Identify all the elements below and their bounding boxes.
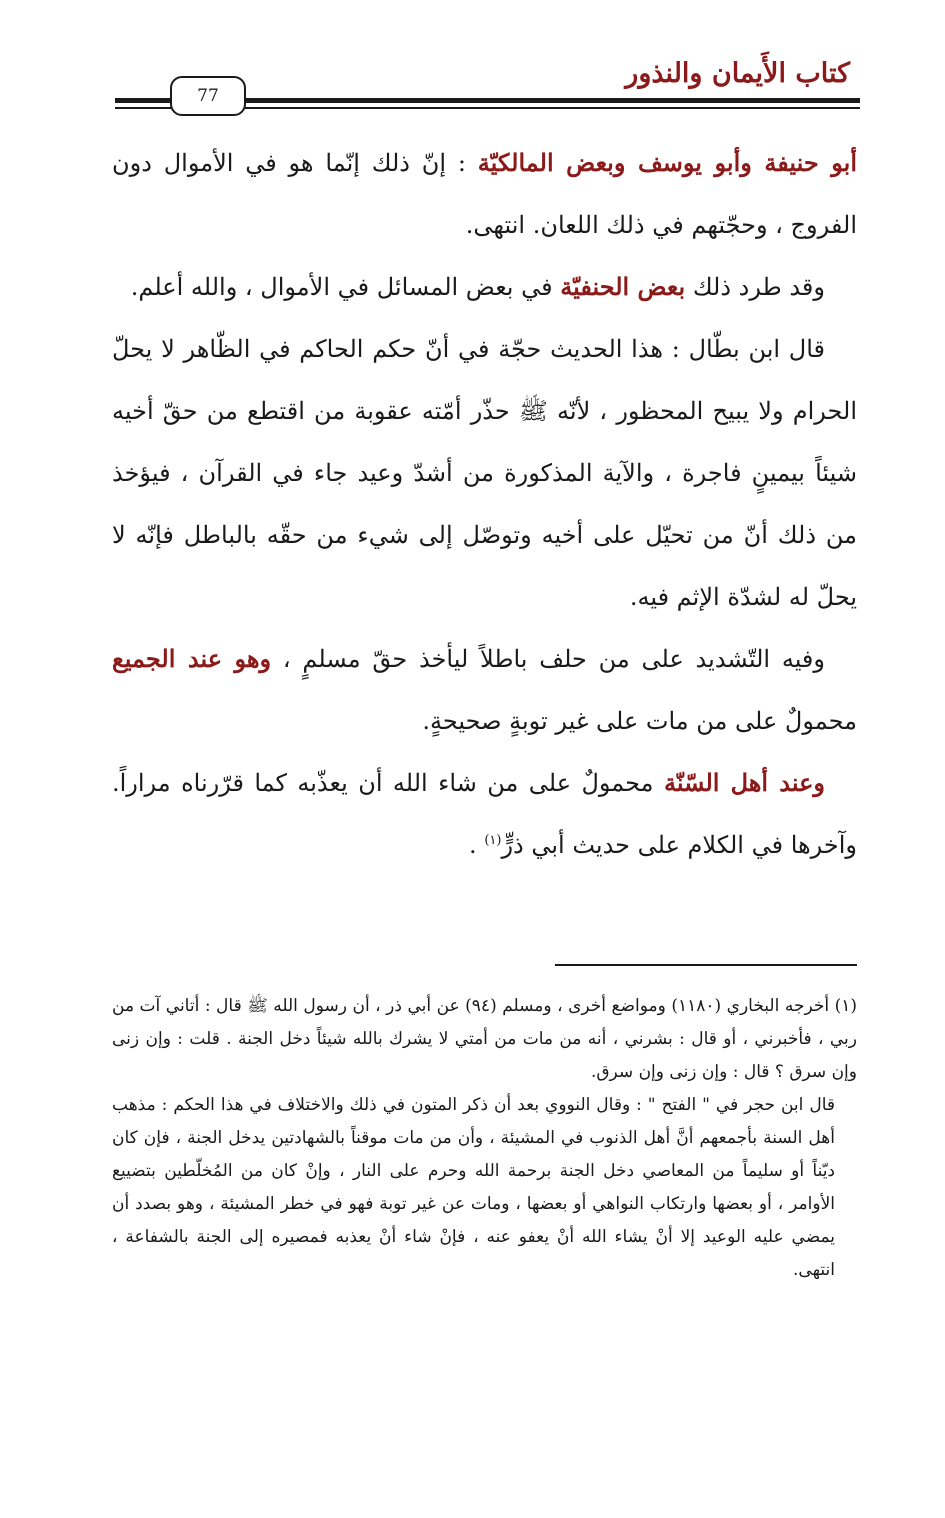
highlighted-name: أبو حنيفة وأبو يوسف وبعض المالكيّة [477,148,858,177]
paragraph-text: وقد طرد ذلك [685,273,825,301]
paragraph-5 [112,752,857,876]
paragraph-3 [112,318,857,628]
paragraph-1 [112,132,857,256]
footnote-separator [555,964,857,966]
main-text [112,132,857,876]
paragraph-2 [112,256,857,318]
highlighted-name: وهو عند الجميع [112,644,272,673]
highlighted-name: بعض الحنفيّة [560,272,686,301]
footnote-paragraph-2: قال ابن حجر في " الفتح " : وقال النووي بعد أن ذكر المتون في ذلك والاختلاف في هذا الحكم : مذهب أهل السنة بأجمعهم أنَّ أهل الذنوب في المشيئة ، وأن من مات موقناً بالشهادتين يدخل الجنة ، فإن كان ديّناً أو سليماً من المعاصي دخل الجنة برحمة الله وحرم على النار ، وإنْ كان من المُخلّطين بتضييع الأوامر ، أو بعضها وارتكاب النواهي أو بعضها ، ومات عن غير توبة فهو في خطر المشيئة ، وهو بصدد أن يمضي عليه الوعيد إلا أنْ يشاء الله أنْ يعفو عنه ، فإنْ شاء أنْ يعذبه فمصيره إلى الجنة بالشفاعة ، انتهى. [112,1095,835,1280]
paragraph-text: محمولٌ على من شاء الله أن يعذّبه كما قرّرناه مراراً. وآخرها في الكلام على حديث أبي ذرٍّ [112,769,857,859]
highlighted-name: وعند أهل السّنّة [663,768,825,797]
footnote-section [112,990,857,1287]
footnote-paragraph-1: (١) أخرجه البخاري (١١٨٠) ومواضع أخرى ، ومسلم (٩٤) عن أبي ذر ، أن رسول الله ﷺ قال : أتاني آت من ربي ، فأخبرني ، أو قال : بشرني ، أنه من مات من أمتي لا يشرك بالله شيئاً دخل الجنة . قلت : وإن زنى وإن سرق ؟ قال : وإن زنى وإن سرق. [112,996,857,1082]
paragraph-text: : إنّ ذلك إنّما هو في الأموال دون الفروج ، وحجّتهم في ذلك اللعان. انتهى. [112,149,857,239]
paragraph-text: محمولٌ على من مات على غير توبةٍ صحيحةٍ. [422,707,857,735]
paragraph-text: قال ابن بطّال : هذا الحديث حجّة في أنّ حكم الحاكم في الظّاهر لا يحلّ الحرام ولا يبيح المحظور ، لأنّه ﷺ حذّر أمّته عقوبة من اقتطع من حقّ أخيه شيئاً بيمينٍ فاجرة ، والآية المذكورة من أشدّ وعيد جاء في القرآن ، فيؤخذ من ذلك أنّ من تحيّل على أخيه وتوصّل إلى شيء من حقّه بالباطل فإنّه لا يحلّ له لشدّة الإثم فيه. [112,335,857,611]
footnote-reference[interactable]: (١) [484,833,502,848]
paragraph-text: . [469,831,485,859]
paragraph-text: وفيه التّشديد على من حلف باطلاً ليأخذ حقّ مسلمٍ ، [271,645,825,673]
paragraph-4 [112,628,857,752]
paragraph-text: في بعض المسائل في الأموال ، والله أعلم. [130,273,561,301]
running-header-title: كتاب الأَيمان والنذور [625,58,850,89]
page-number-badge: 77 [170,76,246,116]
